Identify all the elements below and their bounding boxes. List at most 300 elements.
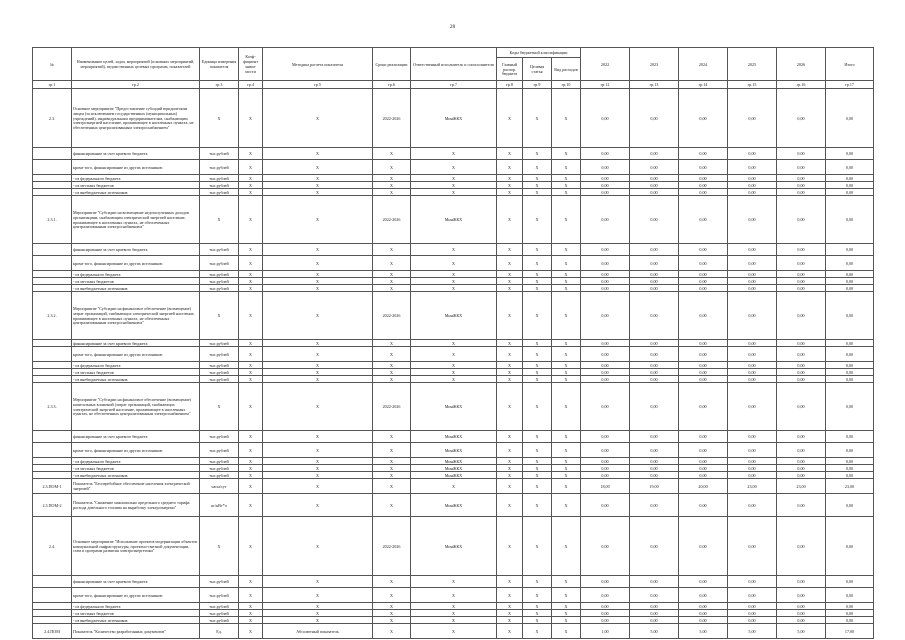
row-name-cell: Показатель "Количество разработанных документов" bbox=[72, 624, 200, 639]
table-cell: 0,00 bbox=[679, 465, 728, 472]
table-cell: 0,00 bbox=[581, 458, 630, 465]
table-cell: 0,00 bbox=[581, 376, 630, 383]
row-number-cell bbox=[33, 458, 72, 465]
table-cell: 0,00 bbox=[679, 256, 728, 271]
table-cell: 0,00 bbox=[826, 610, 874, 617]
table-cell: 0,00 bbox=[679, 148, 728, 160]
table-cell: МинЖКХ bbox=[411, 383, 497, 431]
table-cell: Х bbox=[239, 196, 263, 244]
table-cell: 0,00 bbox=[630, 443, 679, 458]
table-row bbox=[33, 458, 874, 465]
table-cell: Х bbox=[523, 472, 552, 479]
table-cell: 0,00 bbox=[679, 369, 728, 376]
table-cell: Х bbox=[497, 431, 523, 443]
table-row bbox=[33, 610, 874, 617]
table-cell: 0,00 bbox=[581, 588, 630, 603]
table-cell: 0,00 bbox=[630, 278, 679, 285]
table-cell: 0,00 bbox=[581, 362, 630, 369]
row-number-cell bbox=[33, 472, 72, 479]
table-cell: 0,00 bbox=[777, 588, 826, 603]
table-cell: Х bbox=[411, 610, 497, 617]
table-cell: 0,00 bbox=[581, 292, 630, 340]
table-cell: Х bbox=[263, 182, 373, 189]
header-2023: 2023 bbox=[630, 48, 679, 81]
table-cell: Х bbox=[373, 458, 411, 465]
table-cell: 0,00 bbox=[630, 196, 679, 244]
table-cell: Х bbox=[552, 182, 581, 189]
table-cell: МинЖКХ bbox=[411, 443, 497, 458]
column-number: гр.5 bbox=[263, 81, 373, 89]
table-cell: Х bbox=[263, 160, 373, 175]
table-cell: 0,00 bbox=[679, 576, 728, 588]
table-cell: 0,00 bbox=[630, 576, 679, 588]
table-cell: тыс.рублей bbox=[200, 175, 239, 182]
table-cell: Х bbox=[411, 624, 497, 639]
table-cell: 0,00 bbox=[777, 196, 826, 244]
table-cell: Х bbox=[497, 472, 523, 479]
table-cell: 0,00 bbox=[581, 175, 630, 182]
table-cell: 0,00 bbox=[777, 458, 826, 465]
table-cell: Х bbox=[239, 256, 263, 271]
table-cell: Х bbox=[552, 175, 581, 182]
table-cell: 5,00 bbox=[728, 624, 777, 639]
table-cell: 0,00 bbox=[777, 285, 826, 292]
table-cell: Х bbox=[373, 494, 411, 517]
table-cell: Х bbox=[373, 362, 411, 369]
table-cell: Х bbox=[373, 271, 411, 278]
table-cell: Х bbox=[373, 244, 411, 256]
table-cell: 0,00 bbox=[826, 148, 874, 160]
table-cell: Х bbox=[411, 182, 497, 189]
table-cell: тыс.рублей bbox=[200, 443, 239, 458]
row-number-cell bbox=[33, 189, 72, 196]
table-cell: Х bbox=[497, 610, 523, 617]
table-cell: 0,00 bbox=[777, 494, 826, 517]
table-row bbox=[33, 376, 874, 383]
table-cell: Х bbox=[239, 340, 263, 347]
row-name-cell: Основное мероприятие "Предоставление субсидий юридическим лицам (за исключением государственных (муниципальных) учреждений), индивидуальным предпринимателям, снабжающим электроэнергией население, проживающее в населенных пунктах, не обеспеченных централизованным электроснабжением" bbox=[72, 89, 200, 148]
table-cell: Х bbox=[239, 376, 263, 383]
table-cell: 0,00 bbox=[630, 285, 679, 292]
table-cell: Х bbox=[263, 347, 373, 362]
row-number-cell bbox=[33, 610, 72, 617]
table-cell: Х bbox=[263, 576, 373, 588]
table-cell: Х bbox=[263, 196, 373, 244]
row-name-cell: - из местных бюджетов bbox=[72, 610, 200, 617]
table-cell: 0,00 bbox=[679, 175, 728, 182]
table-cell: тыс.рублей bbox=[200, 244, 239, 256]
table-cell: 2022-2026 bbox=[373, 89, 411, 148]
table-cell: 0,00 bbox=[581, 256, 630, 271]
table-cell: Х bbox=[373, 278, 411, 285]
table-cell: Х bbox=[239, 148, 263, 160]
table-cell: Х bbox=[552, 278, 581, 285]
table-cell: Х bbox=[373, 479, 411, 494]
table-cell: Х bbox=[411, 362, 497, 369]
header-budget-codes: Коды бюджетной классификации bbox=[497, 48, 581, 58]
header-vr: Вид расходов bbox=[552, 58, 581, 81]
table-cell: Х bbox=[552, 588, 581, 603]
table-cell: 0,00 bbox=[581, 189, 630, 196]
table-cell: Х bbox=[523, 369, 552, 376]
header-total: Итого bbox=[826, 48, 874, 81]
row-name-cell: - из внебюджетных источников bbox=[72, 617, 200, 624]
table-cell: тыс.рублей bbox=[200, 189, 239, 196]
row-number-cell bbox=[33, 376, 72, 383]
row-name-cell: кроме того, финансирование из других источников: bbox=[72, 256, 200, 271]
table-row bbox=[33, 271, 874, 278]
table-cell: 0,00 bbox=[630, 292, 679, 340]
table-cell: Х bbox=[239, 494, 263, 517]
table-cell: часы/сут bbox=[200, 479, 239, 494]
row-name-cell: Показатель "Бесперебойное обеспечение населения электрической энергией" bbox=[72, 479, 200, 494]
table-cell: Х bbox=[263, 148, 373, 160]
table-cell: Х bbox=[497, 196, 523, 244]
table-cell: Х bbox=[497, 465, 523, 472]
table-cell: тыс.рублей bbox=[200, 458, 239, 465]
table-cell: Х bbox=[497, 148, 523, 160]
table-cell: 23,00 bbox=[728, 479, 777, 494]
table-cell: Х bbox=[523, 479, 552, 494]
table-cell: Х bbox=[239, 610, 263, 617]
table-cell: тыс.рублей bbox=[200, 347, 239, 362]
row-number-cell: 2.3.ПОМ-1 bbox=[33, 479, 72, 494]
table-cell: Х bbox=[552, 347, 581, 362]
table-row bbox=[33, 624, 874, 639]
table-cell: Х bbox=[373, 340, 411, 347]
table-cell: 0,00 bbox=[728, 362, 777, 369]
table-cell: Х bbox=[552, 196, 581, 244]
table-cell: Х bbox=[497, 244, 523, 256]
table-cell: 0,00 bbox=[581, 472, 630, 479]
table-cell: Х bbox=[523, 517, 552, 576]
table-cell: Х bbox=[263, 458, 373, 465]
column-numbers-row bbox=[33, 81, 874, 89]
table-cell: Х bbox=[263, 244, 373, 256]
table-cell: 0,00 bbox=[581, 271, 630, 278]
table-cell: кг/кВт*ч bbox=[200, 494, 239, 517]
table-cell: Х bbox=[263, 517, 373, 576]
table-cell: 0,00 bbox=[679, 431, 728, 443]
table-row bbox=[33, 285, 874, 292]
table-cell: Х bbox=[497, 603, 523, 610]
table-cell: Х bbox=[373, 431, 411, 443]
table-row bbox=[33, 189, 874, 196]
row-number-cell bbox=[33, 160, 72, 175]
table-cell: 0,00 bbox=[728, 89, 777, 148]
table-cell: 0,00 bbox=[728, 347, 777, 362]
table-row bbox=[33, 292, 874, 340]
table-cell: МинЖКХ bbox=[411, 89, 497, 148]
table-cell: МинЖКХ bbox=[411, 292, 497, 340]
table-cell: Х bbox=[239, 369, 263, 376]
table-cell: 0,00 bbox=[630, 369, 679, 376]
column-number: гр.14 bbox=[679, 81, 728, 89]
table-cell: Х bbox=[411, 588, 497, 603]
table-cell: Х bbox=[411, 369, 497, 376]
table-cell: Х bbox=[239, 517, 263, 576]
table-cell: Х bbox=[497, 376, 523, 383]
row-number-cell bbox=[33, 182, 72, 189]
header-method: Методика расчета показателя bbox=[263, 48, 373, 81]
table-cell: Х bbox=[263, 278, 373, 285]
table-cell: Х bbox=[523, 576, 552, 588]
table-cell: 0,00 bbox=[581, 278, 630, 285]
table-row bbox=[33, 617, 874, 624]
table-cell: Х bbox=[523, 383, 552, 431]
table-cell: Х bbox=[373, 369, 411, 376]
table-cell: Х bbox=[411, 617, 497, 624]
table-cell: Х bbox=[411, 340, 497, 347]
table-cell: Х bbox=[411, 271, 497, 278]
table-cell: Х bbox=[552, 465, 581, 472]
table-cell: 0,00 bbox=[728, 285, 777, 292]
table-cell: 0,00 bbox=[728, 369, 777, 376]
table-cell: 0,00 bbox=[728, 617, 777, 624]
table-cell: 0,00 bbox=[679, 458, 728, 465]
table-cell: 0,00 bbox=[777, 443, 826, 458]
table-cell: 0,00 bbox=[777, 175, 826, 182]
table-cell: 2022-2026 bbox=[373, 292, 411, 340]
table-cell: 0,00 bbox=[728, 472, 777, 479]
table-cell: Х bbox=[239, 292, 263, 340]
row-name-cell: Мероприятие "Субсидии на финансовое обеспечение (возмещение) затрат организаций, снабжающих электрической энергией население, проживающее в населенных пунктах, не обеспеченных централизованным электроснабжением" bbox=[72, 292, 200, 340]
table-cell: Х bbox=[523, 278, 552, 285]
table-cell: 0,00 bbox=[777, 431, 826, 443]
table-cell: тыс.рублей bbox=[200, 610, 239, 617]
row-name-cell: - из федерального бюджета bbox=[72, 271, 200, 278]
table-cell: Х bbox=[552, 576, 581, 588]
table-cell: Х bbox=[373, 603, 411, 610]
table-cell: 0,00 bbox=[581, 244, 630, 256]
table-cell: Х bbox=[523, 443, 552, 458]
table-cell: Х bbox=[239, 362, 263, 369]
table-cell: Х bbox=[523, 175, 552, 182]
table-cell: Х bbox=[523, 196, 552, 244]
row-number-cell bbox=[33, 256, 72, 271]
table-cell: 0,00 bbox=[826, 494, 874, 517]
table-cell: 0,00 bbox=[630, 465, 679, 472]
table-cell: 0,00 bbox=[630, 271, 679, 278]
table-cell: Х bbox=[263, 362, 373, 369]
table-cell: тыс.рублей bbox=[200, 278, 239, 285]
header-unit: Единица измерения показателя bbox=[200, 48, 239, 81]
table-cell: Х bbox=[239, 576, 263, 588]
table-cell: 0,00 bbox=[630, 362, 679, 369]
row-number-cell bbox=[33, 443, 72, 458]
table-cell: 0,00 bbox=[728, 148, 777, 160]
table-cell: 0,00 bbox=[728, 443, 777, 458]
row-name-cell: финансирование за счет краевого бюджета bbox=[72, 576, 200, 588]
table-cell: 0,00 bbox=[777, 189, 826, 196]
column-number: гр.17 bbox=[826, 81, 874, 89]
table-cell: 0,00 bbox=[777, 383, 826, 431]
table-cell: 0,00 bbox=[581, 148, 630, 160]
table-cell: 5,00 bbox=[679, 624, 728, 639]
table-cell: Х bbox=[239, 465, 263, 472]
table-cell: Х bbox=[239, 189, 263, 196]
table-cell: 0,00 bbox=[826, 588, 874, 603]
table-cell: 0,00 bbox=[581, 603, 630, 610]
row-name-cell: - из местных бюджетов bbox=[72, 182, 200, 189]
table-cell: 0,00 bbox=[777, 271, 826, 278]
table-row bbox=[33, 160, 874, 175]
row-name-cell: Основное мероприятие "Исполнение проектов модернизации объектов коммунальной инфраструктуры, проектно-сметной документации, схем и программ развития электроэнергетики" bbox=[72, 517, 200, 576]
table-cell: тыс.рублей bbox=[200, 588, 239, 603]
table-cell: 0,00 bbox=[728, 376, 777, 383]
table-cell: Х bbox=[373, 576, 411, 588]
row-number-cell bbox=[33, 588, 72, 603]
table-cell: Х bbox=[523, 340, 552, 347]
table-cell: Х bbox=[411, 285, 497, 292]
row-name-cell: Показатель "Снижение максимально предельного среднего тарифа расхода дизельного топлива на выработку электроэнергии" bbox=[72, 494, 200, 517]
table-cell: Х bbox=[523, 617, 552, 624]
table-cell: 0,00 bbox=[826, 472, 874, 479]
row-number-cell: 2.3.1. bbox=[33, 196, 72, 244]
table-cell: Х bbox=[239, 443, 263, 458]
table-cell: Х bbox=[239, 383, 263, 431]
table-cell: Х bbox=[523, 376, 552, 383]
table-cell: Х bbox=[239, 431, 263, 443]
table-cell: Х bbox=[497, 189, 523, 196]
table-row bbox=[33, 517, 874, 576]
table-cell: 0,00 bbox=[777, 362, 826, 369]
column-number: гр.8 bbox=[497, 81, 523, 89]
table-cell: 0,00 bbox=[826, 160, 874, 175]
table-cell: Х bbox=[497, 369, 523, 376]
table-cell: 0,00 bbox=[826, 362, 874, 369]
table-cell: 0,00 bbox=[728, 292, 777, 340]
table-cell: Х bbox=[552, 256, 581, 271]
table-cell: 0,00 bbox=[679, 588, 728, 603]
table-cell: Х bbox=[200, 292, 239, 340]
table-cell: Х bbox=[239, 175, 263, 182]
table-cell: 0,00 bbox=[826, 182, 874, 189]
table-row bbox=[33, 182, 874, 189]
header-term: Сроки реализации bbox=[373, 48, 411, 81]
table-cell: 19,00 bbox=[630, 479, 679, 494]
column-number: гр.13 bbox=[630, 81, 679, 89]
table-cell: 0,00 bbox=[826, 278, 874, 285]
table-cell: 0,00 bbox=[826, 285, 874, 292]
table-cell: 0,00 bbox=[728, 244, 777, 256]
table-cell: Х bbox=[200, 89, 239, 148]
row-name-cell: - из внебюджетных источников bbox=[72, 189, 200, 196]
table-cell: 0,00 bbox=[581, 340, 630, 347]
table-cell: МинЖКХ bbox=[411, 517, 497, 576]
table-cell: Х bbox=[552, 431, 581, 443]
table-cell: 18,00 bbox=[581, 479, 630, 494]
table-cell: тыс.рублей bbox=[200, 465, 239, 472]
table-cell: 0,00 bbox=[777, 340, 826, 347]
table-cell: Х bbox=[263, 376, 373, 383]
table-cell: Х bbox=[373, 465, 411, 472]
table-cell: Х bbox=[552, 624, 581, 639]
row-number-cell bbox=[33, 278, 72, 285]
table-cell: Ед. bbox=[200, 624, 239, 639]
table-cell: 0,00 bbox=[777, 292, 826, 340]
table-cell: Х bbox=[552, 369, 581, 376]
table-cell: тыс.рублей bbox=[200, 271, 239, 278]
table-cell: 0,00 bbox=[777, 376, 826, 383]
table-cell: Х bbox=[263, 588, 373, 603]
table-cell: 0,00 bbox=[679, 160, 728, 175]
table-cell: 0,00 bbox=[777, 278, 826, 285]
header-executor: Ответственный исполнитель и соисполнители bbox=[411, 48, 497, 81]
table-cell: Х bbox=[263, 175, 373, 182]
table-cell: 0,00 bbox=[630, 148, 679, 160]
table-cell: Х bbox=[263, 271, 373, 278]
table-row bbox=[33, 494, 874, 517]
table-cell: Х bbox=[552, 285, 581, 292]
row-name-cell: - из федерального бюджета bbox=[72, 175, 200, 182]
row-number-cell: 2.4.ПОМ bbox=[33, 624, 72, 639]
table-cell: Х bbox=[411, 347, 497, 362]
table-cell: 0,00 bbox=[679, 362, 728, 369]
table-cell: 0,00 bbox=[581, 576, 630, 588]
table-cell: Х bbox=[523, 347, 552, 362]
table-cell: Х bbox=[497, 285, 523, 292]
table-cell: Х bbox=[200, 383, 239, 431]
table-cell: 0,00 bbox=[777, 148, 826, 160]
table-cell: МинЖКХ bbox=[411, 494, 497, 517]
header-grbs: Главный распор. бюджета bbox=[497, 58, 523, 81]
table-cell: Х bbox=[552, 479, 581, 494]
table-cell: Х bbox=[497, 383, 523, 431]
table-cell: 23,00 bbox=[777, 479, 826, 494]
table-cell: тыс.рублей bbox=[200, 160, 239, 175]
table-cell: Х bbox=[552, 244, 581, 256]
table-cell: Х bbox=[411, 148, 497, 160]
table-cell: тыс.рублей bbox=[200, 376, 239, 383]
table-cell: Х bbox=[263, 472, 373, 479]
header-csr: Целевая статья bbox=[523, 58, 552, 81]
table-cell: МинЖКХ bbox=[411, 196, 497, 244]
header-row bbox=[33, 48, 874, 58]
table-cell: 0,00 bbox=[630, 517, 679, 576]
row-name-cell: - из федерального бюджета bbox=[72, 603, 200, 610]
table-cell: Х bbox=[411, 278, 497, 285]
table-cell: Х bbox=[497, 588, 523, 603]
table-cell: Х bbox=[523, 603, 552, 610]
table-cell: 2022-2026 bbox=[373, 517, 411, 576]
table-cell: 0,00 bbox=[777, 610, 826, 617]
row-name-cell: финансирование за счет краевого бюджета bbox=[72, 244, 200, 256]
table-cell: Х bbox=[239, 624, 263, 639]
table-cell: Х bbox=[200, 517, 239, 576]
table-cell: Х bbox=[239, 458, 263, 465]
row-number-cell bbox=[33, 271, 72, 278]
row-name-cell: финансирование за счет краевого бюджета bbox=[72, 340, 200, 347]
table-cell: 2022-2026 bbox=[373, 196, 411, 244]
table-cell: Х bbox=[523, 271, 552, 278]
column-number: гр.6 bbox=[373, 81, 411, 89]
table-cell: 0,00 bbox=[630, 617, 679, 624]
table-cell: Х bbox=[497, 576, 523, 588]
header-2022: 2022 bbox=[581, 48, 630, 81]
table-cell: 0,00 bbox=[777, 472, 826, 479]
table-cell: 0,00 bbox=[581, 494, 630, 517]
table-row bbox=[33, 278, 874, 285]
table-cell: 0,00 bbox=[679, 383, 728, 431]
table-cell: Х bbox=[411, 244, 497, 256]
table-cell: 0,00 bbox=[679, 347, 728, 362]
table-cell: Х bbox=[263, 603, 373, 610]
table-cell: Х bbox=[263, 479, 373, 494]
table-cell: 0,00 bbox=[679, 285, 728, 292]
table-cell: 0,00 bbox=[630, 494, 679, 517]
table-cell: 0,00 bbox=[728, 175, 777, 182]
